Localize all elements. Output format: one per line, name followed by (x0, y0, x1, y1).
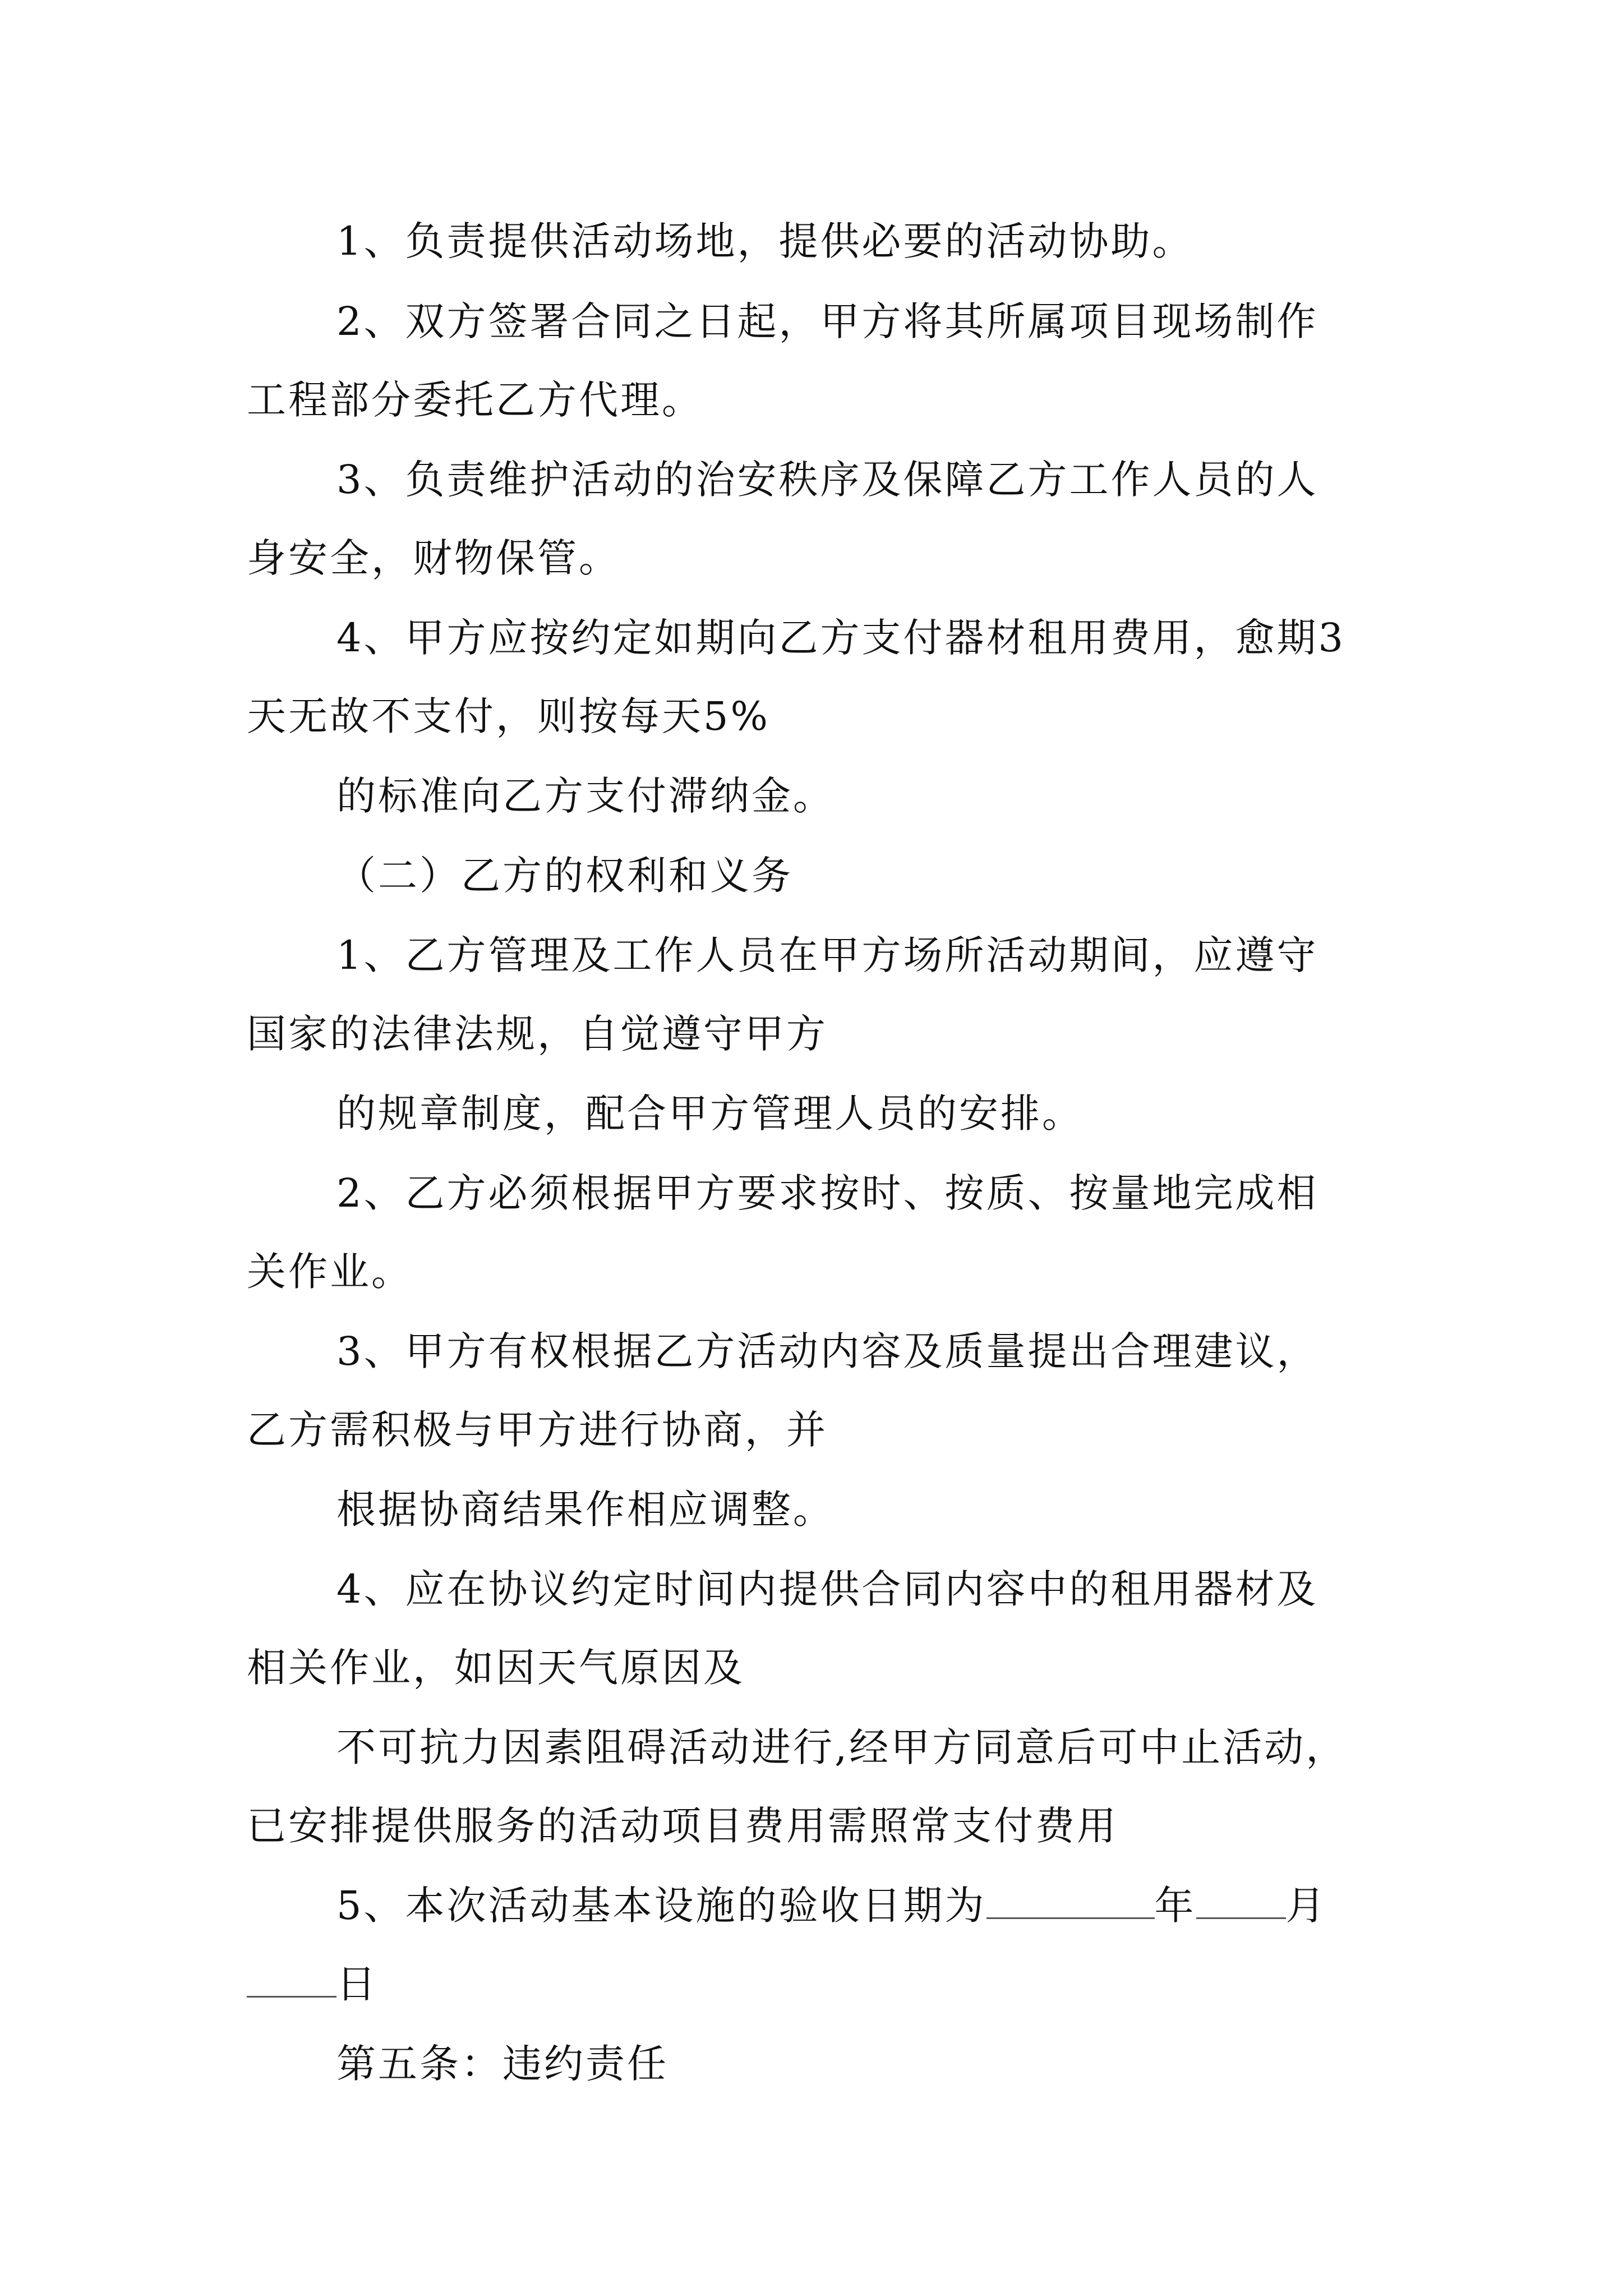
section-heading: （二）乙方的权利和义务 (336, 853, 793, 899)
paragraph-line: 2、乙方必须根据甲方要求按时、按质、按量地完成相 (336, 1170, 1318, 1216)
paragraph-line: 国家的法律法规，自觉遵守甲方 (247, 1011, 828, 1057)
year-label: 年 (1154, 1883, 1196, 1929)
paragraph-line: 2、双方签署合同之日起，甲方将其所属项目现场制作 (336, 298, 1318, 344)
paragraph-line: 1、负责提供活动场地，提供必要的活动协助。 (336, 218, 1194, 264)
paragraph-line: 的规章制度，配合甲方管理人员的安排。 (336, 1091, 1083, 1137)
paragraph-line: 根据协商结果作相应调整。 (336, 1487, 834, 1533)
month-blank[interactable] (1196, 1883, 1286, 1919)
year-blank[interactable] (986, 1883, 1155, 1919)
paragraph-line: 乙方需积极与甲方进行协商，并 (247, 1407, 828, 1453)
day-label: 日 (336, 1961, 378, 2007)
acceptance-date-prefix: 5、本次活动基本设施的验收日期为 (336, 1883, 986, 1929)
paragraph-line: 3、负责维护活动的治安秩序及保障乙方工作人员的人 (336, 457, 1318, 503)
paragraph-line: 已安排提供服务的活动项目费用需照常支付费用 (247, 1803, 1118, 1849)
acceptance-day-line (247, 1959, 378, 2009)
paragraph-line: 4、甲方应按约定如期向乙方支付器材租用费用，愈期3 (336, 615, 1346, 661)
paragraph-line: 关作业。 (247, 1249, 413, 1295)
paragraph-line: 1、乙方管理及工作人员在甲方场所活动期间，应遵守 (336, 932, 1318, 978)
paragraph-line: 身安全，财物保管。 (247, 535, 620, 581)
paragraph-line: 相关作业，如因天气原因及 (247, 1645, 745, 1691)
paragraph-line: 天无故不支付，则按每天5% (247, 693, 771, 739)
paragraph-line: 不可抗力因素阻碍活动进行,经甲方同意后可中止活动， (336, 1724, 1348, 1770)
acceptance-date-line (336, 1880, 1327, 1931)
paragraph-line: 4、应在协议约定时间内提供合同内容中的租用器材及 (336, 1566, 1318, 1612)
paragraph-line: 的标准向乙方支付滞纳金。 (336, 773, 834, 819)
day-blank[interactable] (247, 1961, 336, 1998)
month-label: 月 (1285, 1883, 1327, 1929)
article-heading: 第五条：违约责任 (336, 2041, 668, 2087)
paragraph-line: 工程部分委托乙方代理。 (247, 377, 703, 423)
paragraph-line: 3、甲方有权根据乙方活动内容及质量提出合理建议， (336, 1328, 1318, 1374)
